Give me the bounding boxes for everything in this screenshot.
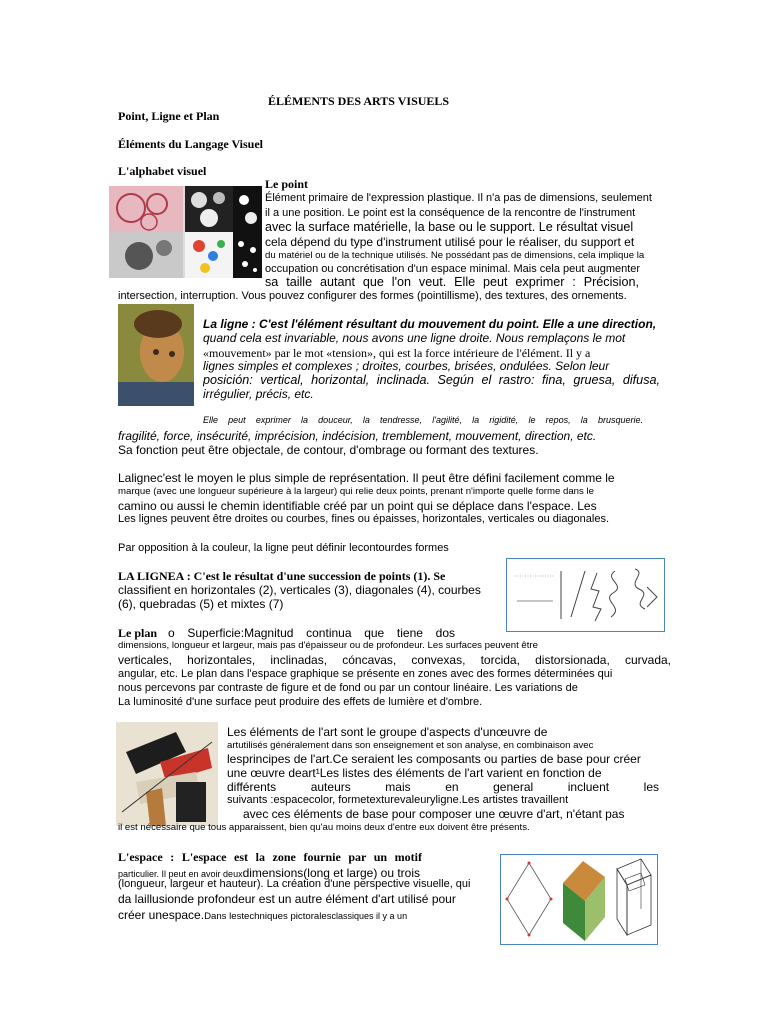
espace-text-line xyxy=(118,906,407,924)
point-text-line: Élément primaire de l'expression plastique. Il n'a pas de dimensions, seulement xyxy=(265,192,652,204)
plan-text-line: o Superficie:Magnitud continua que tiene dos xyxy=(168,626,455,640)
plan-text-line: angular, etc. Le plan dans l'espace graphique se présente en zones avec des formes déterminées qui xyxy=(118,668,613,680)
ligne-text-line: La ligne : C'est l'élément résultant du mouvement du point. Elle a une direction, xyxy=(203,317,657,331)
point-heading: Le point xyxy=(265,177,309,191)
elements-text-line: une œuvre deart¹Les listes des éléments de l'art varient en fonction de xyxy=(227,766,602,780)
elements-text-line: suivants :espacecolor, formetexturevaleuryligne.Les artistes travaillent xyxy=(227,794,569,806)
ligne-text-line: fragilité, force, insécurité, imprécision, indécision, tremblement, mouvement, direction, etc. xyxy=(118,429,597,443)
espace-text-fragment: classiques il y a un xyxy=(331,911,408,921)
pointillist-portrait-image xyxy=(118,304,194,406)
point-examples-image xyxy=(109,186,262,278)
point-text-line: occupation ou concrétisation d'un espace minimal. Mais cela peut augmenter xyxy=(265,263,641,275)
espace-text-fragment: particulier. Il peut en avoir deux xyxy=(118,869,243,879)
line-types-diagram xyxy=(506,558,665,632)
subtitle-langage-visuel: Éléments du Langage Visuel xyxy=(118,137,264,151)
point-text-line: cela dépend du type d'instrument utilisé pour le réaliser, du support et xyxy=(265,235,635,249)
elements-text-line: il est nécessaire que tous apparaissent, bien qu'au moins deux d'entre eux doivent être présents. xyxy=(118,822,530,833)
ligne-text-line: lignes simples et complexes ; droites, courbes, brisées, ondulées. Selon leur xyxy=(203,359,610,373)
ligne-text-line: quand cela est invariable, nous avons une ligne droite. Nous remplaçons le mot xyxy=(203,331,626,345)
subtitle-alphabet-visuel: L'alphabet visuel xyxy=(118,164,207,178)
ligne2-text-line: Par opposition à la couleur, la ligne peut définir lecontourdes formes xyxy=(118,542,449,554)
espace-text-line: da laillusionde profondeur est un autre élément d'art utilisé pour xyxy=(118,892,456,906)
ligne2-text-line: Les lignes peuvent être droites ou courbes, fines ou épaisses, horizontales, verticales ou diagonales. xyxy=(118,513,610,525)
page-title: ÉLÉMENTS DES ARTS VISUELS xyxy=(268,94,450,108)
espace-text-fragment: dimensions(long et large) ou trois xyxy=(242,866,420,880)
elements-text-line: avec ces éléments de base pour composer une œuvre d'art, n'étant pas xyxy=(243,807,625,821)
point-text-line: il a une position. Le point est la conséquence de la rencontre de l'instrument xyxy=(265,207,636,219)
ligne-text-line: posición: vertical, horizontal, inclinada. Según el rastro: fina, gruesa, difusa, xyxy=(203,373,660,387)
ligne2-text-line: Lalignec'est le moyen le plus simple de représentation. Il peut être défini facilement comme le xyxy=(118,471,615,485)
ligne-text-line: Sa fonction peut être objectale, de contour, d'ombrage ou formant des textures. xyxy=(118,443,539,457)
ligne2-text-line: marque (avec une longueur supérieure à la largeur) qui relie deux points, prenant n'importe quelle forme dans le xyxy=(118,486,594,497)
subtitle-point-ligne-plan: Point, Ligne et Plan xyxy=(118,109,220,123)
point-text-line: sa taille autant que l'on veut. Elle peut exprimer : Précision, xyxy=(265,275,639,289)
lignea-text-line: LA LIGNEA : C'est le résultat d'une succession de points (1). Se xyxy=(118,569,446,583)
lignea-text-line: classifient en horizontales (2), verticales (3), diagonales (4), courbes xyxy=(118,583,481,597)
abstract-art-image xyxy=(116,722,218,826)
elements-text-line: lesprincipes de l'art.Ce seraient les composants ou parties de base pour créer xyxy=(227,752,641,766)
plan-heading: Le plan xyxy=(118,626,158,640)
espace-text-line: (longueur, largeur et hauteur). La création d'une perspective visuelle, qui xyxy=(118,878,471,890)
elements-text-line: différents auteurs mais en general incluent les xyxy=(227,780,659,794)
lignea-text-line: (6), quebradas (5) et mixtes (7) xyxy=(118,597,284,611)
ligne-text-line: Elle peut exprimer la douceur, la tendresse, l'agilité, la rigidité, le repos, la brusquerie. xyxy=(203,415,643,425)
espace-text-line: L'espace : L'espace est la zone fournie par un motif xyxy=(118,850,422,864)
espace-text-fragment: créer unespace. xyxy=(118,908,205,922)
plan-text-line: La luminosité d'une surface peut produire des effets de lumière et d'ombre. xyxy=(118,696,483,708)
ligne-text-line: «mouvement» par le mot «tension», qui est la force intérieure de l'élément. Il y a xyxy=(203,346,591,360)
plan-text-line: dimensions, longueur et largeur, mais pas d'épaisseur ou de profondeur. Les surfaces peuvent être xyxy=(118,640,538,651)
space-perspective-diagram xyxy=(500,854,658,945)
espace-text-fragment: Dans lestechniques pictorales xyxy=(204,911,332,922)
elements-text-line: artutilisés généralement dans son enseignement et son analyse, en combinaison avec xyxy=(227,740,594,751)
plan-text-line: nous percevons par contraste de figure et de fond ou par un contour linéaire. Les variations de xyxy=(118,682,578,694)
point-text-line: du matériel ou de la technique utilisés. Ne possédant pas de dimensions, cela implique la xyxy=(265,250,645,261)
point-text-line: intersection, interruption. Vous pouvez configurer des formes (pointillisme), des textures, des ornements. xyxy=(118,290,627,302)
point-text-line: avec la surface matérielle, la base ou le support. Le résultat visuel xyxy=(265,220,634,234)
elements-text-line: Les éléments de l'art sont le groupe d'aspects d'unœuvre de xyxy=(227,725,548,739)
plan-text-line: verticales, horizontales, inclinadas, cóncavas, convexas, torcida, distorsionada, curvada, xyxy=(118,653,671,667)
ligne2-text-line: camino ou aussi le chemin identifiable créé par un point qui se déplace dans l'espace. Les xyxy=(118,499,597,513)
ligne-text-line: irrégulier, précis, etc. xyxy=(203,387,314,401)
